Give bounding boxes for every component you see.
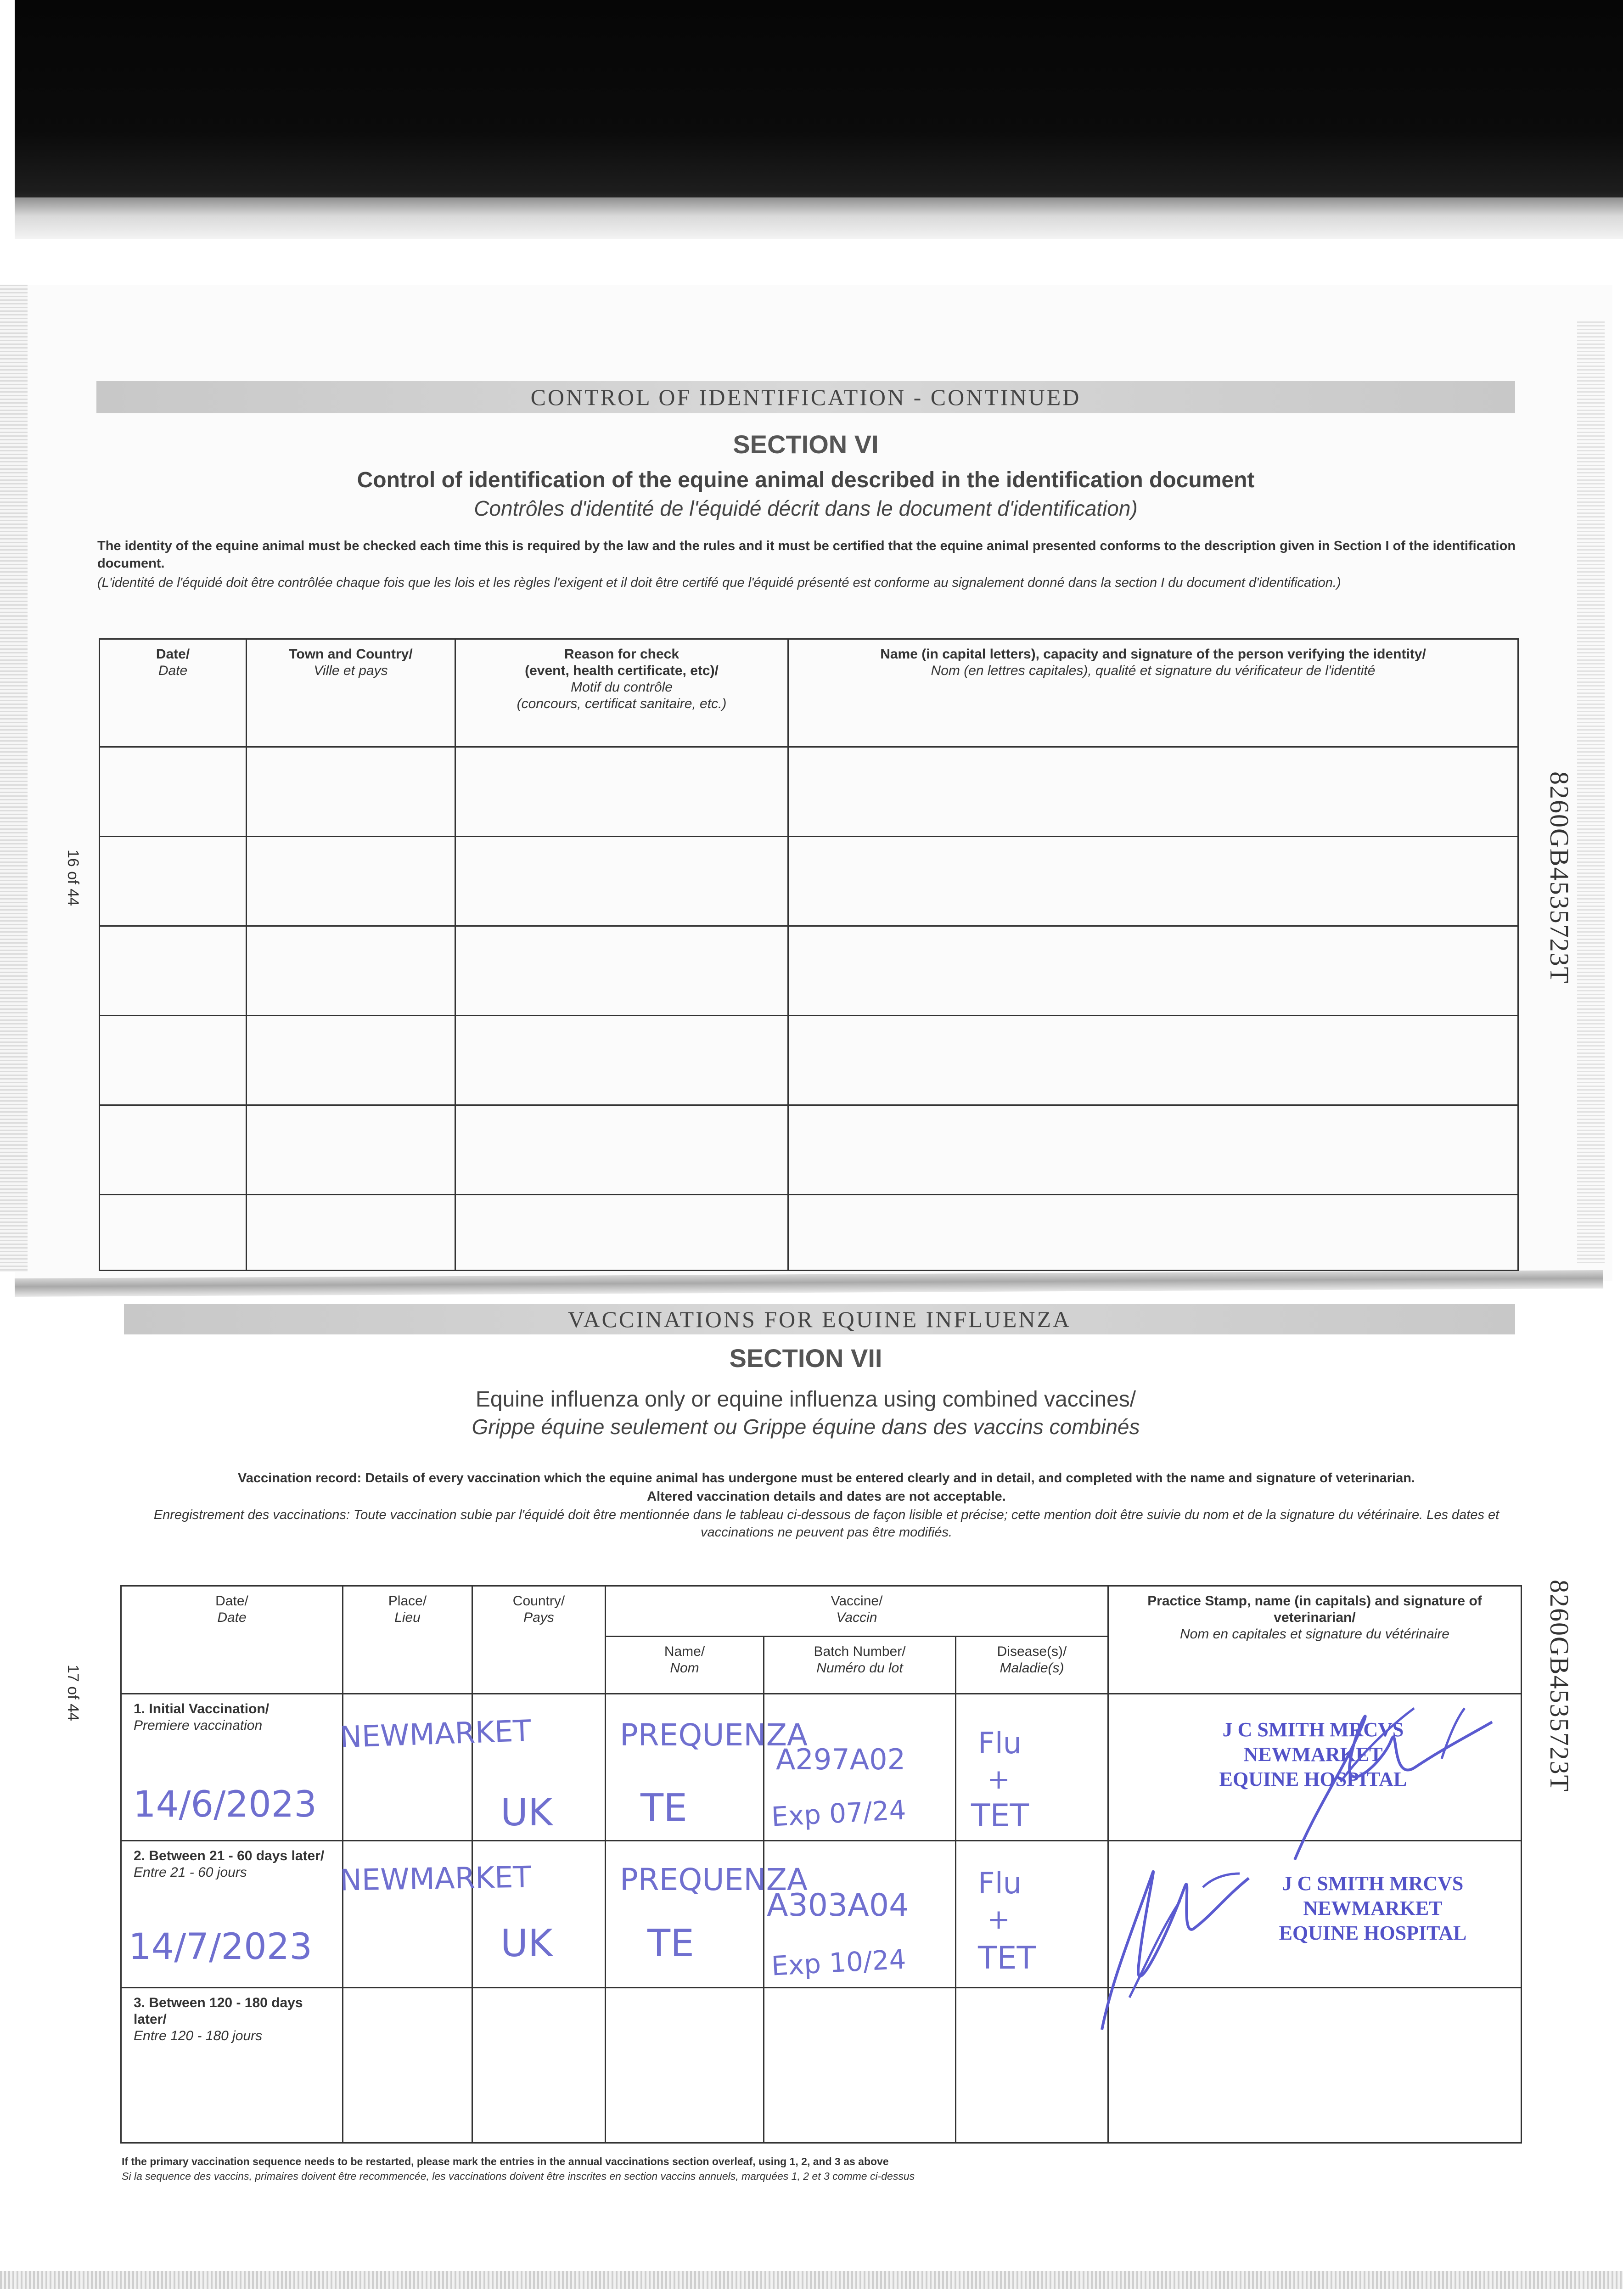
stamp-line: NEWMARKET — [1243, 1743, 1383, 1766]
hw-place-1: NEWMARKET — [339, 1714, 532, 1755]
hw-vaccine-1: PREQUENZA — [620, 1717, 808, 1753]
col-town-country: Town and Country/ Ville et pays — [247, 639, 455, 747]
vaccination-record-fr: Enregistrement des vaccinations: Toute vaccination subie par l'équidé doit être mentionnée dans le tableau ci-dessous de façon lisible et précise; cette mention doit être suivie du nom et de la signature du vétérinaire. Les dates et vaccinations ne peuvent pas être modifiés. — [153, 1508, 1499, 1540]
id-code-upper: 8260GB4535723T — [1544, 771, 1574, 984]
table-row — [100, 1016, 1518, 1105]
table-row — [100, 1105, 1518, 1195]
section-vi-banner: CONTROL OF IDENTIFICATION - CONTINUED — [96, 381, 1515, 413]
vacc-col-stamp: Practice Stamp, name (in capitals) and signature of veterinarian/ Nom en capitales et signature du vétérinaire — [1108, 1586, 1522, 1694]
hw-place-2: NEWMARKET — [339, 1860, 532, 1898]
identity-instruction-en: The identity of the equine animal must be checked each time this is required by the law and the rules and it must be certified that the equine animal presented conforms to the description given in Section I of the identification document. — [97, 539, 1516, 571]
vacc-col-disease: Disease(s)/ Maladie(s) — [956, 1637, 1108, 1694]
section-vi-subtitle-en: Control of identification of the equine animal described in the identification document — [357, 468, 1255, 492]
hw-country-2: UK — [500, 1922, 553, 1965]
hw-expiry-1: Exp 07/24 — [770, 1794, 907, 1833]
section-vi-subtitle-fr: Contrôles d'identité de l'équidé décrit dans le document d'identification) — [474, 496, 1138, 520]
col-reason: Reason for check (event, health certificate, etc)/ Motif du contrôle (concours, certificat sanitaire, etc.) — [455, 639, 788, 747]
hw-disease-2b: TET — [978, 1940, 1036, 1976]
hw-vaccine-2b: TE — [647, 1922, 694, 1965]
vaccination-record-en-2: Altered vaccination details and dates are not acceptable. — [647, 1489, 1006, 1504]
vaccination-row-3 — [121, 1988, 1522, 2143]
id-code-lower: 8260GB4535723T — [1544, 1580, 1574, 1792]
section-vii-subtitle-fr: Grippe équine seulement ou Grippe équine dans des vaccins combinés — [472, 1415, 1140, 1439]
stamp-line: J C SMITH MRCVS — [1282, 1872, 1464, 1895]
vacc-col-batch: Batch Number/ Numéro du lot — [764, 1637, 956, 1694]
col-date: Date/ Date — [100, 639, 247, 747]
signature-2 — [1074, 1846, 1267, 2039]
signature-1 — [1276, 1690, 1515, 1864]
table-row — [100, 1195, 1518, 1271]
scanner-shadow — [15, 0, 1623, 239]
vacc-col-date: Date/ Date — [121, 1586, 343, 1694]
vaccination-table — [120, 1585, 1522, 2144]
stamp-line: EQUINE HOSPITAL — [1219, 1768, 1407, 1790]
footnote-fr: Si la sequence des vaccins, primaires doivent être recommencée, les vaccinations doivent être inscrites en section vaccins annuels, marquées 1, 2 et 3 comme ci-dessus — [122, 2170, 915, 2182]
vacc-col-country: Country/ Pays — [472, 1586, 606, 1694]
table-row — [100, 747, 1518, 837]
section-vii-title: SECTION VII — [729, 1344, 882, 1373]
hw-batch-1: A297A02 — [776, 1743, 906, 1776]
page-number-17: 17 of 44 — [64, 1665, 82, 1721]
table-row — [100, 926, 1518, 1016]
hw-vaccine-2: PREQUENZA — [620, 1862, 808, 1897]
section-vi-title: SECTION VI — [733, 430, 879, 459]
hw-disease-1: Flu — [978, 1727, 1022, 1761]
hw-disease-1b: TET — [971, 1798, 1029, 1834]
col-verifier: Name (in capital letters), capacity and signature of the person verifying the identity/ Nom (en lettres capitales), qualité et signature du vérificateur de l'identité — [788, 639, 1518, 747]
page-edge-texture — [0, 285, 28, 1272]
table-row — [100, 837, 1518, 926]
vacc-col-name: Name/ Nom — [606, 1637, 764, 1694]
hw-batch-2: A303A04 — [767, 1887, 909, 1924]
footnote-en: If the primary vaccination sequence needs to be restarted, please mark the entries in the annual vaccinations section overleaf, using 1, 2, and 3 as above — [122, 2155, 889, 2167]
vacc-col-vaccine: Vaccine/ Vaccin — [606, 1586, 1108, 1637]
hw-expiry-2: Exp 10/24 — [770, 1943, 907, 1982]
stamp-line: EQUINE HOSPITAL — [1279, 1922, 1467, 1944]
stamp-line: NEWMARKET — [1303, 1897, 1443, 1919]
hw-date-1: 14/6/2023 — [133, 1784, 317, 1825]
hw-disease-2-plus: + — [987, 1903, 1011, 1936]
section-vii-banner: VACCINATIONS FOR EQUINE INFLUENZA — [124, 1304, 1515, 1334]
stamp-line: J C SMITH MRCVS — [1222, 1718, 1404, 1741]
row-label-2: 2. Between 21 - 60 days later/ Entre 21 - 60 jours — [121, 1841, 343, 1988]
page-number-16: 16 of 44 — [64, 850, 82, 906]
vacc-col-place: Place/ Lieu — [343, 1586, 472, 1694]
page-edge-texture-right — [1577, 321, 1605, 1263]
plastic-sleeve-edge — [15, 197, 1623, 239]
hw-date-2: 14/7/2023 — [129, 1926, 312, 1968]
hw-disease-2: Flu — [978, 1867, 1022, 1901]
vet-stamp-2 — [1235, 1871, 1511, 1946]
row-label-1: 1. Initial Vaccination/ Premiere vaccination — [121, 1694, 343, 1841]
hw-vaccine-1b: TE — [640, 1786, 687, 1830]
identity-instruction-fr: (L'identité de l'équidé doit être contrôlée chaque fois que les lois et les règles l'exigent et il doit être certifé que l'équidé présenté est conforme au signalement donné dans la section I du document d'identification.) — [97, 575, 1341, 590]
vaccination-record-en: Vaccination record: Details of every vaccination which the equine animal has undergone must be entered clearly and in detail, and completed with the name and signature of veterinarian. — [238, 1471, 1415, 1486]
section-vii-subtitle-en: Equine influenza only or equine influenza using combined vaccines/ — [475, 1387, 1136, 1412]
page-bottom-edge — [0, 2271, 1623, 2289]
hw-disease-1-plus: + — [987, 1763, 1011, 1795]
identity-check-table — [99, 638, 1519, 1271]
row-label-3: 3. Between 120 - 180 days later/ Entre 120 - 180 jours — [121, 1988, 343, 2143]
hw-country-1: UK — [500, 1791, 553, 1835]
